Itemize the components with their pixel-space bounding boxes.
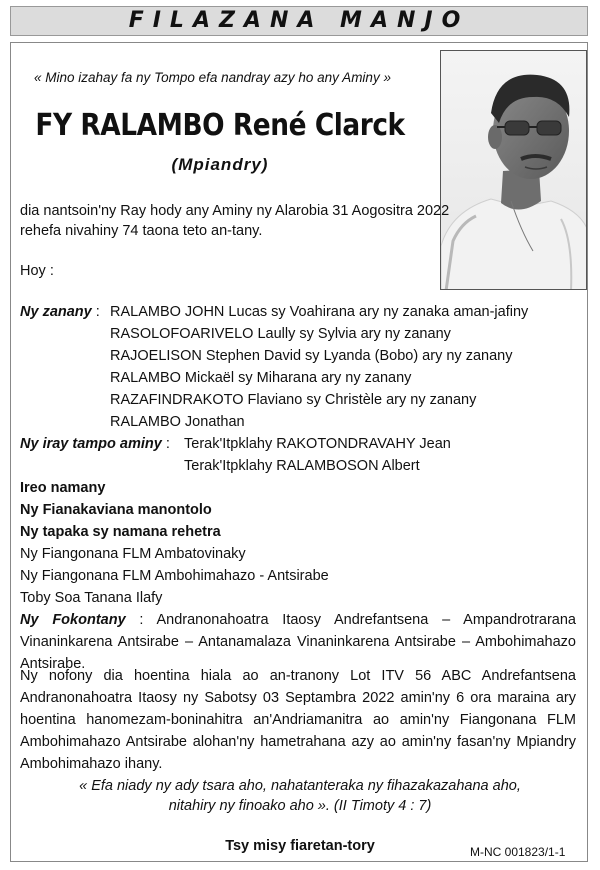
hoy-label: Hoy : xyxy=(20,263,54,279)
announcement-line-2: rehefa nivahiny 74 taona teto an-tany. xyxy=(20,223,263,239)
intro-quote: « Mino izahay fa ny Tompo efa nandray azy ho any Aminy » xyxy=(34,70,391,85)
plain-line-2: Ny Fiangonana FLM Ambohimahazo - Antsirabe xyxy=(20,568,329,584)
reference-code: M-NC 001823/1-1 xyxy=(470,845,566,859)
zanany-line-1: RALAMBO JOHN Lucas sy Voahirana ary ny zanaka aman-jafiny xyxy=(110,304,529,320)
deceased-name: FY RALAMBO René Clarck xyxy=(35,108,405,143)
portrait-icon xyxy=(441,51,587,290)
footer-text: Tsy misy fiaretan-tory xyxy=(225,838,375,854)
bold-line-3: Ny tapaka sy namana rehetra xyxy=(20,524,221,540)
zanany-line-2: RASOLOFOARIVELO Laully sy Sylvia ary ny zanany xyxy=(110,326,451,342)
iray-tampo-line-1: Terak'Itpklahy RAKOTONDRAVAHY Jean xyxy=(184,436,451,452)
iray-tampo-line-2: Terak'Itpklahy RALAMBOSON Albert xyxy=(184,458,420,474)
funeral-paragraph: Ny nofony dia hoentina hiala ao an-tranony Lot ITV 56 ABC Andrefantsena Andranonahoatra Itaosy ny Sabotsy 03 Septambra 2022 amin'ny 6 ora maraina ary hoentina hanomezam-boninahitra an'Andriamanitra ao amin'ny Fiangonana FLM Ambohimahazo Antsirabe alohan'ny hametrahana azy ao amin'ny fasan'ny Mpiandry Ambohimahazo ihany. xyxy=(20,668,576,772)
zanany-line-5: RAZAFINDRAKOTO Flaviano sy Christèle ary ny zanany xyxy=(110,392,477,408)
zanany-label: Ny zanany xyxy=(20,304,92,320)
iray-tampo-label: Ny iray tampo aminy xyxy=(20,436,162,452)
plain-line-1: Ny Fiangonana FLM Ambatovinaky xyxy=(20,546,246,562)
fokontany-label: Ny Fokontany xyxy=(20,612,126,628)
deceased-nickname: (Mpiandry) xyxy=(171,155,269,174)
bold-line-2: Ny Fianakaviana manontolo xyxy=(20,502,212,518)
announcement-line-1: dia nantsoin'ny Ray hody any Aminy ny Alarobia 31 Aogositra 2022 xyxy=(20,203,450,219)
iray-tampo-label-row xyxy=(20,433,170,455)
zanany-line-6: RALAMBO Jonathan xyxy=(110,414,245,430)
bold-line-1: Ireo namany xyxy=(20,480,106,496)
header-banner xyxy=(10,6,588,36)
closing-quote-line-1: « Efa niady ny ady tsara aho, nahatanteraka ny fihazakazahana aho, xyxy=(79,778,521,794)
zanany-line-4: RALAMBO Mickaël sy Miharana ary ny zanany xyxy=(110,370,412,386)
zanany-line-3: RAJOELISON Stephen David sy Lyanda (Bobo) ary ny zanany xyxy=(110,348,513,364)
plain-line-3: Toby Soa Tanana Ilafy xyxy=(20,590,163,606)
header-title: FILAZANA MANJO xyxy=(128,8,470,33)
fokontany-text: : Andranonahoatra Itaosy Andrefantsena – Ampandrotrarana Vinaninkarena Antsirabe – Antanamalaza Vinaninkarena Antsirabe – Ambohimahazo Antsirabe. xyxy=(20,612,576,672)
iray-tampo-sep: : xyxy=(161,436,170,452)
closing-quote-line-2: nitahiry ny finoako aho ». (II Timoty 4 : 7) xyxy=(168,798,432,814)
zanany-sep: : xyxy=(91,304,100,320)
zanany-label-row xyxy=(20,301,100,323)
portrait-photo xyxy=(440,50,587,290)
